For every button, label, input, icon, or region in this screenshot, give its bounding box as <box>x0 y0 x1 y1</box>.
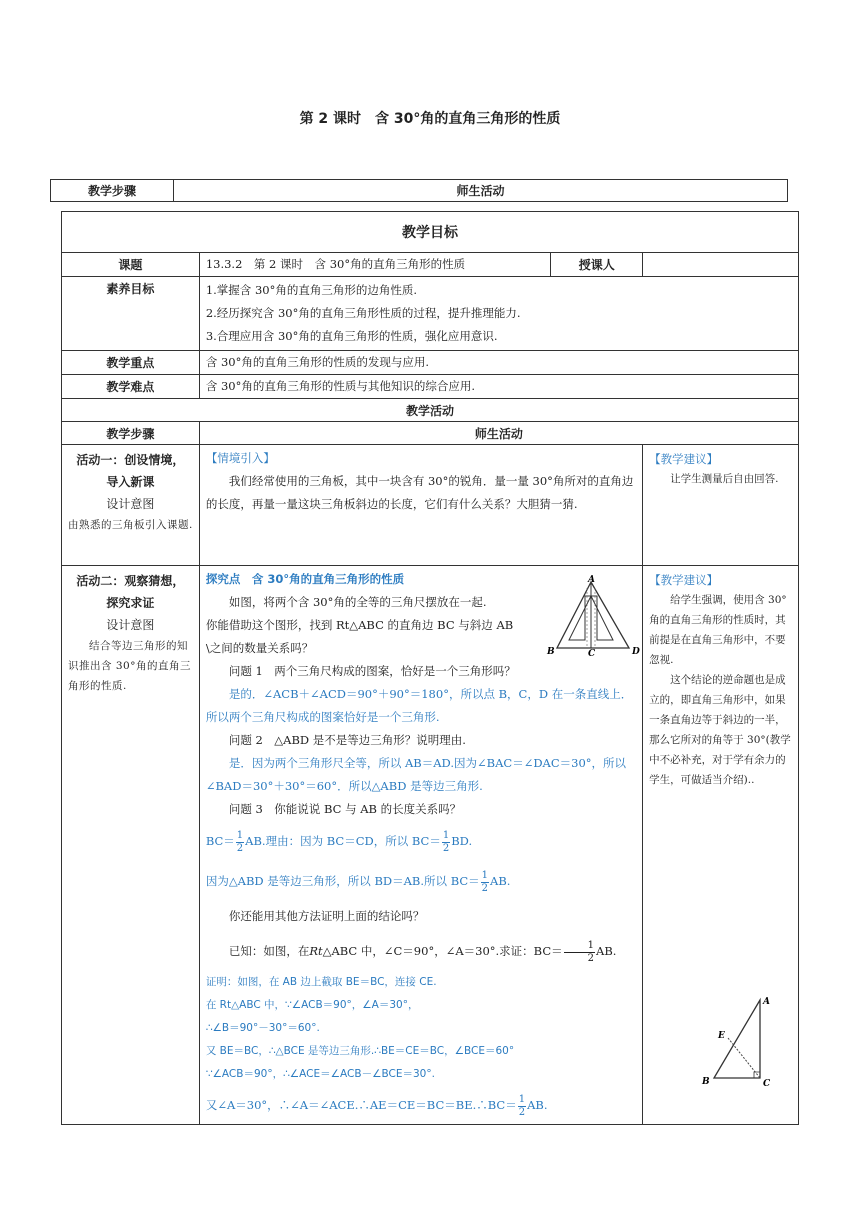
question-4: 你还能用其他方法证明上面的结论吗？ <box>228 909 425 923</box>
key-point-value: 含 30°角的直角三角形的性质的发现与应用. <box>199 351 798 375</box>
objectives-heading: 教学目标 <box>62 212 799 253</box>
figure2-label-a: A <box>762 997 770 1007</box>
figure2-label-b: B <box>701 1077 710 1087</box>
literacy-goals <box>199 277 798 351</box>
explore-intro: \之间的数量关系吗？ <box>205 641 314 655</box>
figure1-label-b: B <box>546 647 555 656</box>
activity2-suggestion-text: 给学生强调，使用含 30°角的直角三角形的性质时，其前提是在直角三角形中，不要忽视. <box>649 594 787 666</box>
answer-3-text: BD. <box>451 834 473 848</box>
answer-3-text: AB.理由：因为 BC＝CD，所以 BC＝ <box>245 834 441 848</box>
given-text: △ABC 中，∠C＝90°，∠A＝30°.求证：BC＝ <box>322 944 563 958</box>
activities-heading: 教学活动 <box>62 399 799 422</box>
figure2-label-e: E <box>717 1031 725 1041</box>
activity1-suggestion-tag: 【教学建议】 <box>649 452 719 466</box>
proof-line: 证明：如图，在 AB 边上截取 BE＝BC，连接 CE. <box>205 976 437 988</box>
difficulty-value: 含 30°角的直角三角形的性质与其他知识的综合应用. <box>199 375 798 399</box>
literacy-label: 素养目标 <box>62 277 200 351</box>
proof-line: ∵∠ACB＝90°，∴∠ACE＝∠ACB－∠BCE＝30°. <box>205 1068 435 1080</box>
activity2-step <box>62 566 200 1125</box>
figure2-label-c: C <box>762 1079 770 1089</box>
activity1-intent-text: 由熟悉的三角板引入课题. <box>68 519 193 531</box>
proof-text: AB. <box>527 1098 548 1112</box>
activity1-suggestion-text: 让学生测量后自由回答. <box>670 473 779 485</box>
explore-intro: 你能借助这个图形，找到 Rt△ABC 的直角边 BC 与斜边 AB <box>205 618 514 632</box>
answer-3-text: BC＝ <box>205 834 235 848</box>
proof-conclusion <box>206 1086 636 1124</box>
fraction-half: $\frac{1}{2}$ <box>442 829 450 854</box>
activity2-subtitle: 探究求证 <box>106 596 155 610</box>
activity1-body: 我们经常使用的三角板，其中一块含有 30°的锐角．量一量 30°角所对的直角边的长度，再量一量这块三角板斜边的长度，它们有什么关系？大胆猜一猜. <box>205 474 634 511</box>
answer-3-text: 因为△ABD 是等边三角形，所以 BD＝AB.所以 BC＝ <box>205 874 480 888</box>
question-1: 问题 1 两个三角尺构成的图案，恰好是一个三角形吗？ <box>228 664 516 678</box>
activity1-subtitle: 导入新课 <box>106 475 155 489</box>
activity1-tag: 【情境引入】 <box>205 451 275 465</box>
header-col-steps: 教学步骤 <box>51 180 174 202</box>
figure1-label-a: A <box>587 575 595 585</box>
figure1-label-c: C <box>587 649 595 656</box>
given-statement <box>206 931 636 971</box>
activity2-title: 活动二：观察猜想， <box>76 574 185 588</box>
activity1-content <box>199 445 642 566</box>
proof-line: 在 Rt△ABC 中，∵∠ACB＝90°，∠A＝30°， <box>205 999 419 1011</box>
literacy-item: 1.掌握含 30°角的直角三角形的边角性质. <box>205 283 417 297</box>
figure1-label-d: D <box>631 647 640 656</box>
activity2-suggestion-text: 这个结论的逆命题也是成立的，即直角三角形中，如果一条直角边等于斜边的一半，那么它所对的角等于 30°(教学中不必补充，对于学有余力的学生，可做适当介绍).. <box>649 674 791 786</box>
activity2-intent-label: 设计意图 <box>106 618 155 632</box>
header-col-activities: 师生活动 <box>174 180 788 202</box>
explore-heading: 探究点 含 30°角的直角三角形的性质 <box>205 572 405 586</box>
answer-3 <box>206 821 636 861</box>
activity1-intent-label: 设计意图 <box>106 497 155 511</box>
activities-col-activities: 师生活动 <box>199 422 798 445</box>
question-2: 问题 2 △ABD 是不是等边三角形？说明理由. <box>228 733 466 747</box>
set-squares-figure <box>545 574 645 656</box>
answer-3-cont <box>206 861 636 901</box>
answer-1: 是的．∠ACB＋∠ACD＝90°＋90°＝180°，所以点 B，C，D 在一条直线上．所以两个三角尺构成的图案恰好是一个三角形. <box>205 687 633 724</box>
fraction-half: $\frac{1}{2}$ <box>481 869 489 894</box>
proof-line: ∴∠B＝90°－30°＝60°. <box>205 1022 320 1034</box>
page-title: 第 2 课时 含 30°角的直角三角形的性质 <box>299 111 561 127</box>
topic-value: 13.3.2 第 2 课时 含 30°角的直角三角形的性质 <box>199 253 550 277</box>
fraction-half: $\frac{1}{2}$ <box>564 940 595 965</box>
activities-col-steps: 教学步骤 <box>62 422 200 445</box>
given-text: AB. <box>596 944 617 958</box>
question-3: 问题 3 你能说说 BC 与 AB 的长度关系吗？ <box>228 802 462 816</box>
fraction-half: $\frac{1}{2}$ <box>518 1093 526 1118</box>
proof-line: 又 BE＝BC，∴△BCE 是等边三角形.∴BE＝CE＝BC，∠BCE＝60° <box>205 1045 515 1057</box>
activity2-intent-text: 结合等边三角形的知识推出含 30°角的直角三角形的性质. <box>68 640 191 692</box>
explore-intro: 如图，将两个含 30°角的全等的三角尺摆放在一起. <box>228 595 487 609</box>
literacy-item: 2.经历探究含 30°角的直角三角形性质的过程，提升推理能力. <box>205 306 521 320</box>
answer-3-text: AB. <box>490 874 511 888</box>
teacher-label: 授课人 <box>551 253 643 277</box>
literacy-item: 3.合理应用含 30°角的直角三角形的性质，强化应用意识. <box>205 329 498 343</box>
given-text: 已知：如图，在 <box>228 944 310 958</box>
teacher-value <box>643 253 799 277</box>
given-text: Rt <box>309 944 323 958</box>
activity1-suggestion <box>643 445 799 566</box>
activity2-suggestion-tag: 【教学建议】 <box>649 573 719 587</box>
answer-2: 是．因为两个三角形尺全等，所以 AB＝AD.因为∠BAC＝∠DAC＝30°，所以∠BAD＝30°＋30°＝60°．所以△ABD 是等边三角形. <box>205 756 627 793</box>
key-point-label: 教学重点 <box>62 351 200 375</box>
topic-label: 课题 <box>62 253 200 277</box>
lesson-table <box>61 211 799 1125</box>
activity1-title: 活动一：创设情境， <box>76 453 185 467</box>
difficulty-label: 教学难点 <box>62 375 200 399</box>
fraction-half: $\frac{1}{2}$ <box>236 829 244 854</box>
right-triangle-figure <box>700 992 782 1090</box>
activity1-step <box>62 445 200 566</box>
proof-text: 又∠A＝30°，∴∠A＝∠ACE.∴AE＝CE＝BC＝BE.∴BC＝ <box>205 1098 517 1112</box>
header-table <box>50 179 788 202</box>
